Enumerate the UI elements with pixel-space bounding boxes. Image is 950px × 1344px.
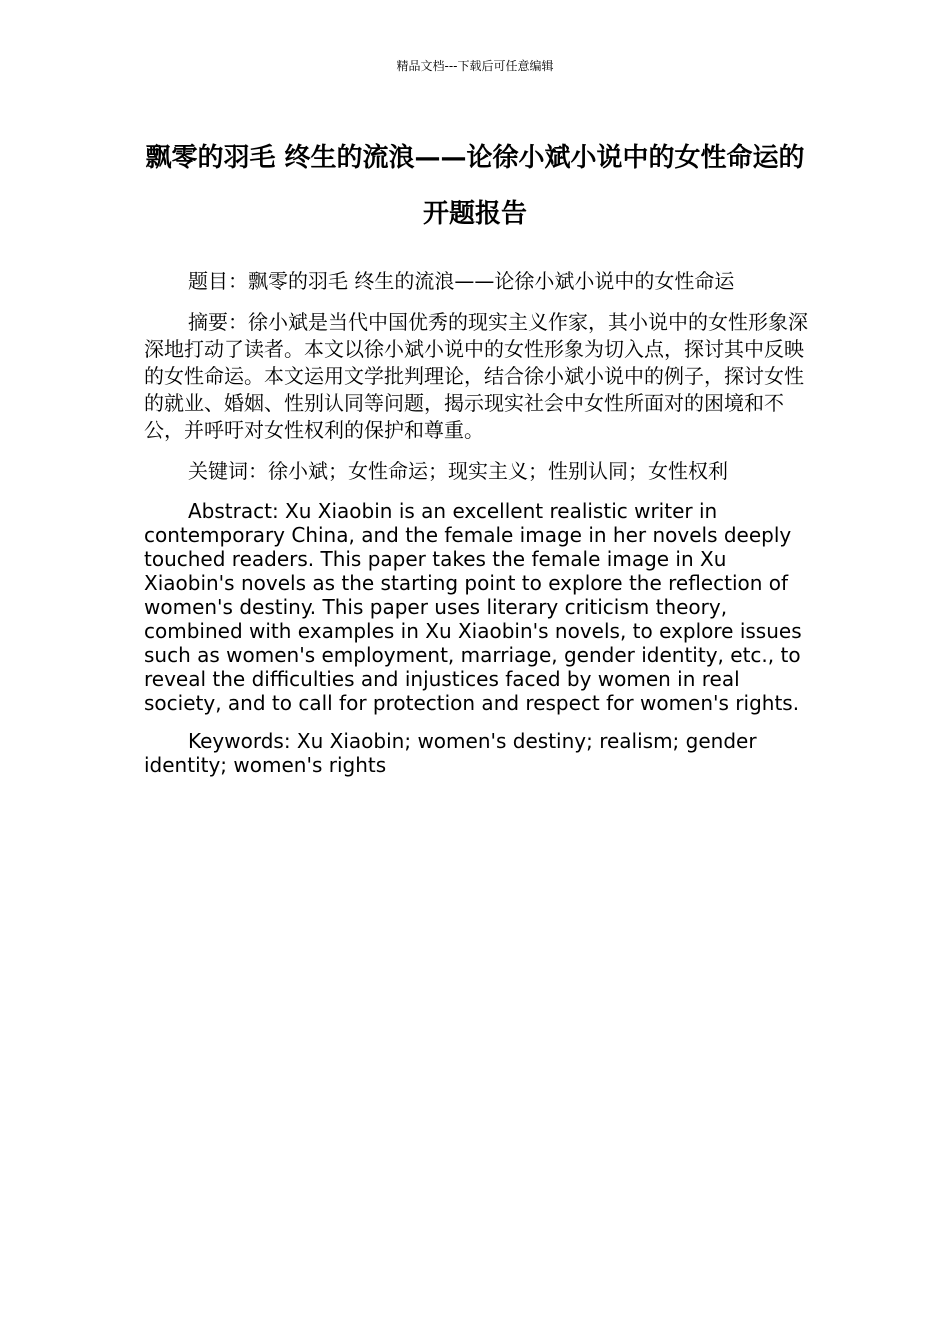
topic-paragraph: 题目：飘零的羽毛 终生的流浪——论徐小斌小说中的女性命运 <box>188 269 735 293</box>
keywords-cn-paragraph: 关键词：徐小斌；女性命运；现实主义；性别认同；女性权利 <box>188 459 728 483</box>
document-body <box>144 268 808 791</box>
abstract-en-paragraph: Abstract: Xu Xiaobin is an excellent realistic writer in contemporary China, and the female image in her novels deeply touched readers. This paper takes the female image in Xu Xiaobin's novels as the starting point to explore the reflection of women's destiny. This paper uses literary criticism theory, combined with examples in Xu Xiaobin's novels, to explore issues such as women's employment, marriage, gender identity, etc., to reveal the difficulties and injustices faced by women in real society, and to call for protection and respect for women's rights. <box>144 499 802 715</box>
document-title: 飘零的羽毛 终生的流浪——论徐小斌小说中的女性命运的开题报告 <box>145 143 805 229</box>
header-note: 精品文档---下载后可任意编辑 <box>396 59 554 73</box>
keywords-en-paragraph: Keywords: Xu Xiaobin; women's destiny; realism; gender identity; women's rights <box>144 729 757 777</box>
abstract-cn-paragraph: 摘要：徐小斌是当代中国优秀的现实主义作家，其小说中的女性形象深深地打动了读者。本文以徐小斌小说中的女性形象为切入点，探讨其中反映的女性命运。本文运用文学批判理论，结合徐小斌小说中的例子，探讨女性的就业、婚姻、性别认同等问题，揭示现实社会中女性所面对的困境和不公，并呼吁对女性权利的保护和尊重。 <box>144 310 808 442</box>
